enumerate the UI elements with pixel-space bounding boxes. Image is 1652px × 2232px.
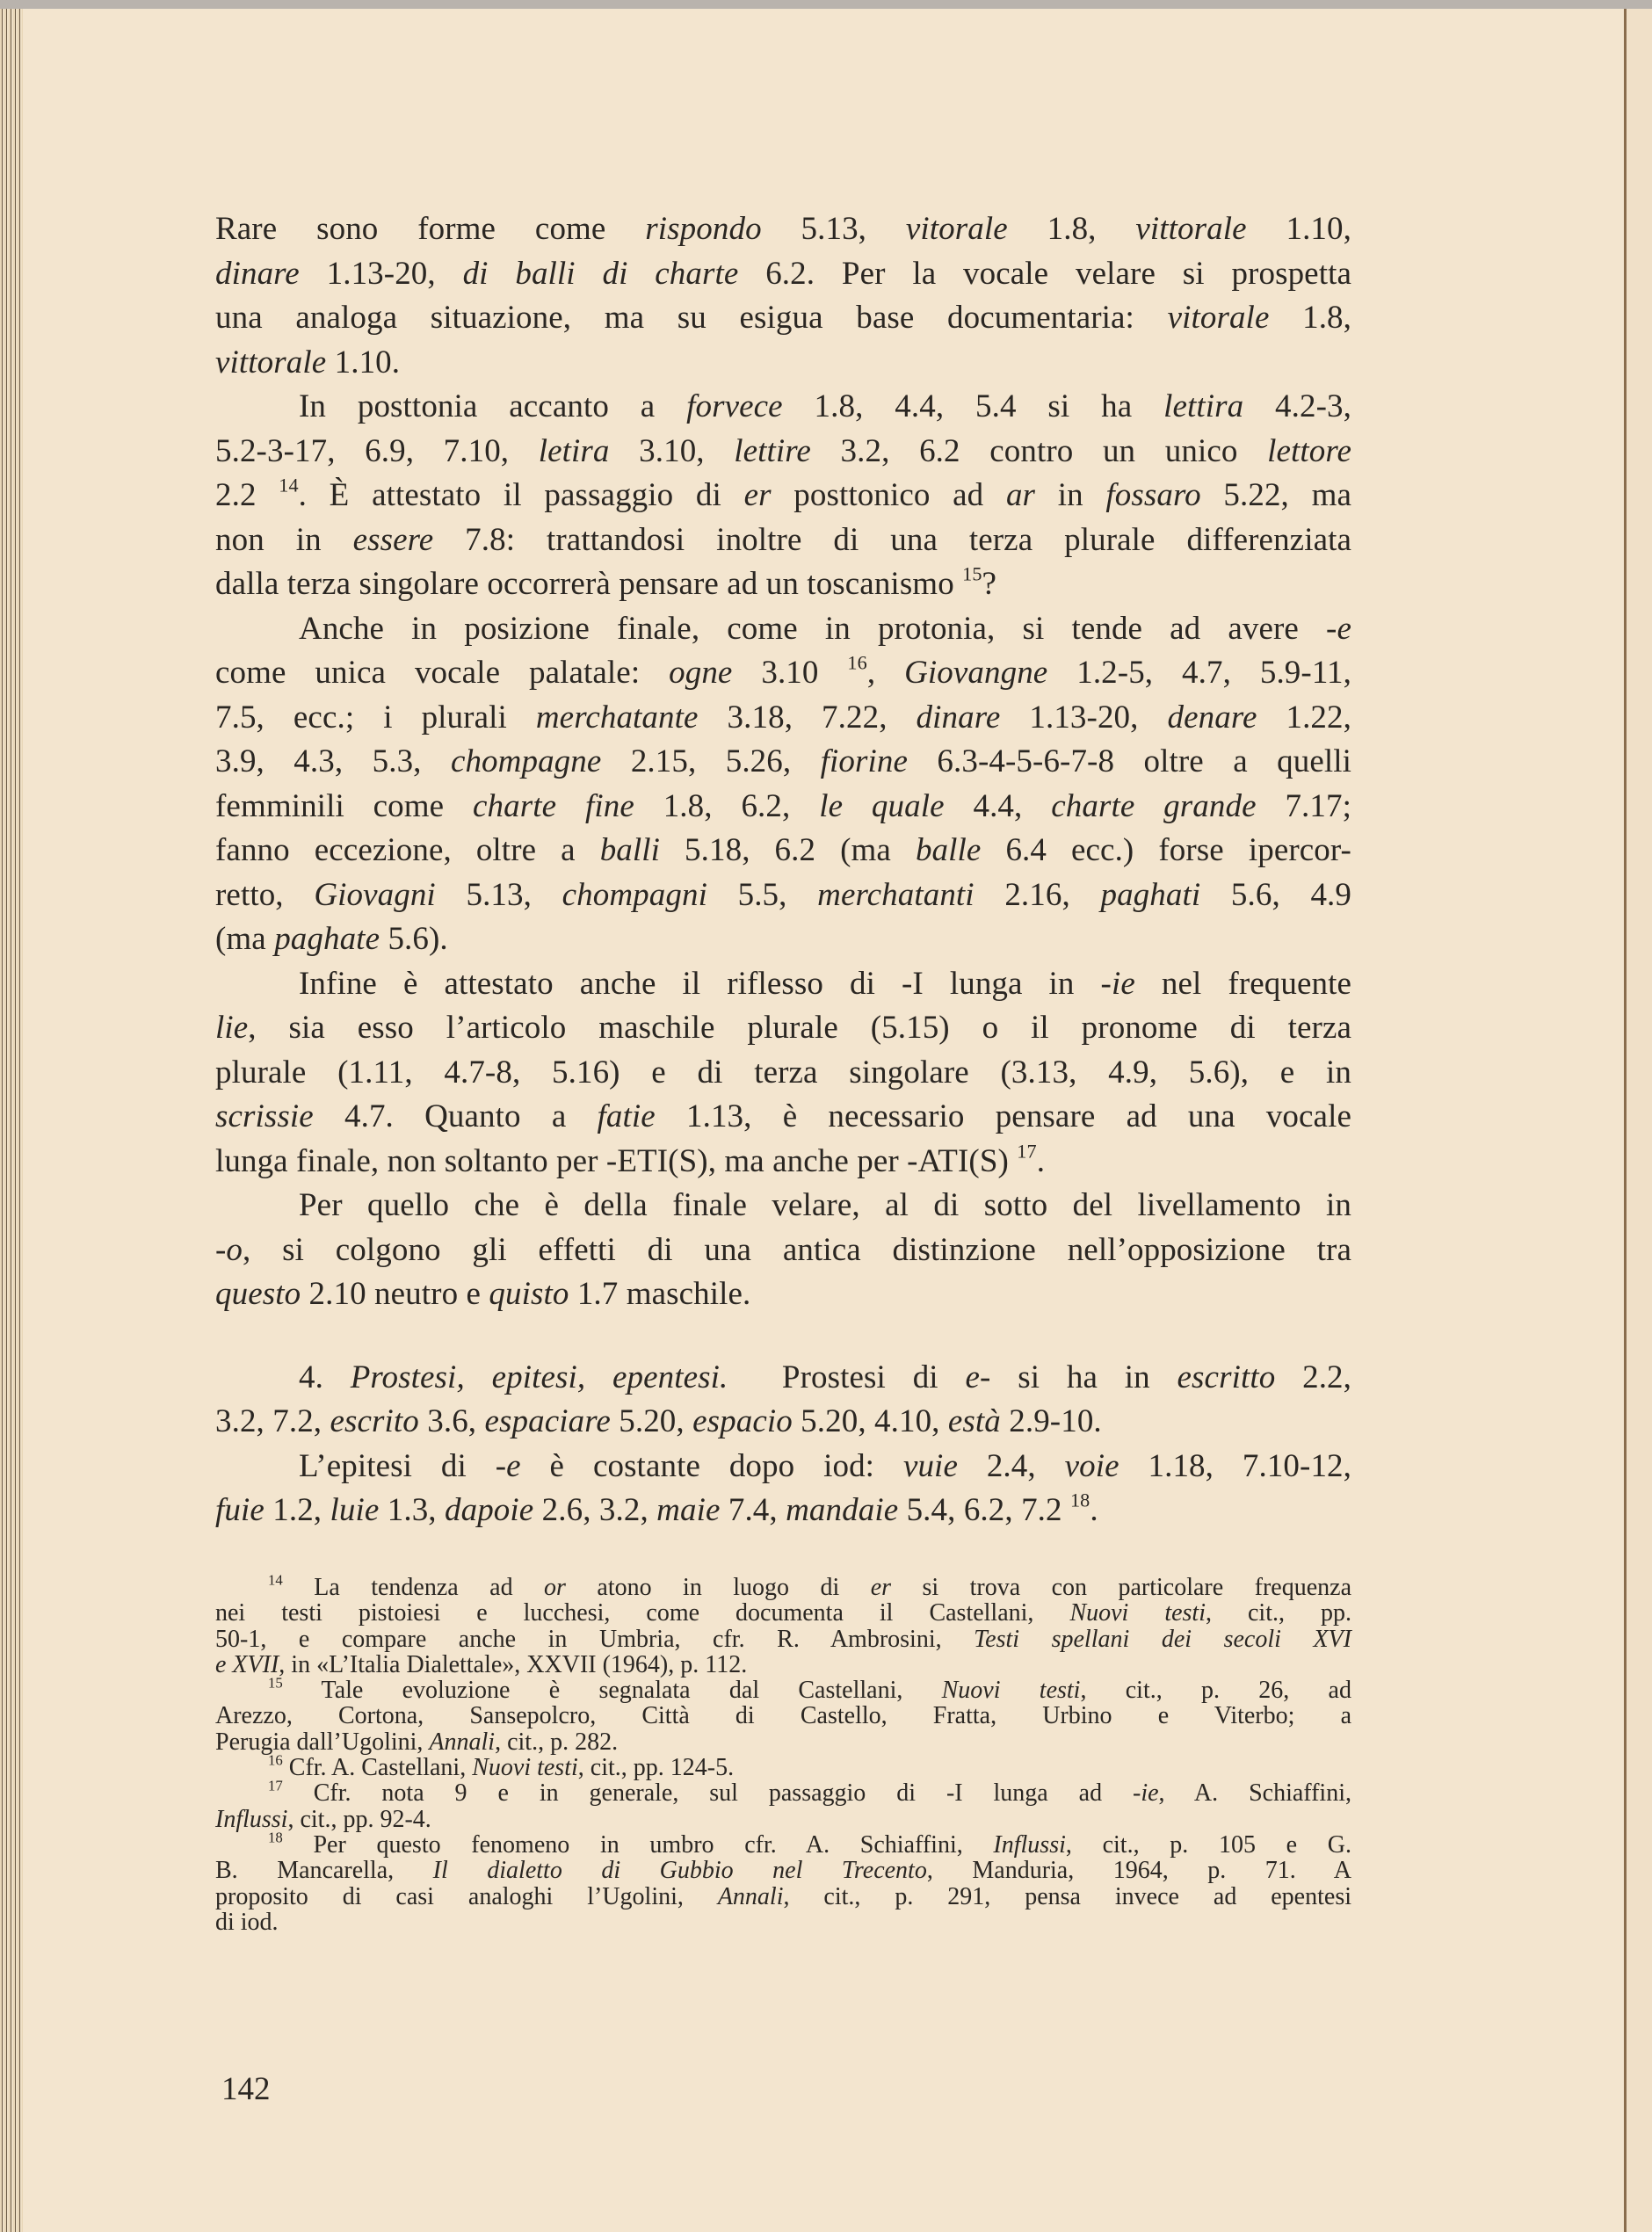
footnote-16 — [215, 1751, 1351, 1782]
footnote-line: $^{18}$ Per questo fenomeno in umbro cfr. A. Schiaffini, Influssi, cit., p. 105 e G. — [268, 1829, 1351, 1859]
text-line: 5.2-3-17, 6.9, 7.10, letira 3.10, lettire 3.2, 6.2 contro un unico lettore — [215, 432, 1351, 469]
text-line: L’epitesi di -e è costante dopo iod: vuie 2.4, voie 1.18, 7.10-12, — [299, 1447, 1351, 1484]
text-line: una analoga situazione, ma su esigua base documentaria: vitorale 1.8, — [215, 300, 1351, 336]
footnotes — [215, 1571, 1351, 1936]
text-line: dinare 1.13-20, di balli di charte 6.2. Per la vocale velare si prospetta — [215, 255, 1351, 292]
text-line: 4. Prostesi, epitesi, epentesi. Prostesi di e- si ha in escritto 2.2, — [299, 1359, 1352, 1395]
text-line: 3.9, 4.3, 5.3, chompagne 2.15, 5.26, fiorine 6.3-4-5-6-7-8 oltre a quelli — [215, 743, 1351, 779]
text-line: retto, Giovagni 5.13, chompagni 5.5, merchatanti 2.16, paghati 5.6, 4.9 — [215, 876, 1351, 913]
page-stack-edges — [0, 9, 23, 2232]
text-line: scrissie 4.7. Quanto a fatie 1.13, è necessario pensare ad una vocale — [215, 1098, 1351, 1134]
text-line: come unica vocale palatale: ogne 3.10 $^{16}$, Giovangne 1.2-5, 4.7, 5.9-11, — [215, 651, 1352, 691]
text-line: dalla terza singolare occorrerà pensare ad un toscanismo $^{15}$? — [215, 562, 997, 602]
footnote-17 — [215, 1777, 1351, 1833]
text-line: 7.5, ecc.; i plurali merchatante 3.18, 7.22, dinare 1.13-20, denare 1.22, — [215, 699, 1351, 736]
footnote-line: proposito di casi analoghi l’Ugolini, Annali, cit., p. 291, pensa invece ad epentesi — [215, 1882, 1351, 1910]
text-line: 2.2 $^{14}$. È attestato il passaggio di er posttonico ad ar in fossaro 5.22, ma — [215, 474, 1351, 513]
footnote-line: 50-1, e compare anche in Umbria, cfr. R. Ambrosini, Testi spellani dei secoli XVI — [215, 1625, 1351, 1653]
footnote-14 — [215, 1571, 1351, 1678]
text-line: 3.2, 7.2, escrito 3.6, espaciare 5.20, espacio 5.20, 4.10, està 2.9-10. — [215, 1403, 1102, 1439]
text-line: Rare sono forme come rispondo 5.13, vitorale 1.8, vittorale 1.10, — [215, 211, 1351, 247]
text-line: fanno eccezione, oltre a balli 5.18, 6.2 (ma balle 6.4 ecc.) forse ipercor- — [215, 832, 1351, 868]
body-text — [215, 207, 1351, 1533]
paragraph — [215, 207, 1351, 385]
paragraph — [215, 962, 1351, 1185]
footnote-line: $^{15}$ Tale evoluzione è segnalata dal Castellani, Nuovi testi, cit., p. 26, ad — [268, 1674, 1351, 1705]
text-line: femminili come charte fine 1.8, 6.2, le quale 4.4, charte grande 7.17; — [215, 787, 1351, 824]
footnote-line: Influssi, cit., pp. 92-4. — [215, 1805, 431, 1833]
text-line: -o, si colgono gli effetti di una antica distinzione nell’opposizione tra — [215, 1231, 1351, 1268]
text-line: Infine è attestato anche il riflesso di -I lunga in -ie nel frequente — [299, 965, 1351, 1002]
footnote-line: $^{17}$ Cfr. nota 9 e in generale, sul passaggio di -I lunga ad -ie, A. Schiaffini, — [268, 1777, 1351, 1808]
footnote-line: Perugia dall’Ugolini, Annali, cit., p. 282. — [215, 1728, 619, 1756]
scan-top-border — [0, 0, 1652, 9]
page-number: 142 — [221, 2071, 271, 2107]
text-line: plurale (1.11, 4.7-8, 5.16) e di terza singolare (3.13, 4.9, 5.6), e in — [215, 1054, 1351, 1091]
footnote-line: e XVII, in «L’Italia Dialettale», XXVII (1964), p. 112. — [215, 1650, 748, 1678]
text-line: lie, sia esso l’articolo maschile plurale (5.15) o il pronome di terza — [215, 1010, 1351, 1046]
paragraph — [215, 607, 1351, 962]
text-line: Per quello che è della finale velare, al di sotto del livellamento in — [299, 1187, 1351, 1223]
footnote-line: B. Mancarella, Il dialetto di Gubbio nel Trecento, Manduria, 1964, p. 71. A — [215, 1857, 1351, 1885]
footnote-line: nei testi pistoiesi e lucchesi, come documenta il Castellani, Nuovi testi, cit., pp. — [215, 1599, 1351, 1627]
text-line: non in essere 7.8: trattandosi inoltre di una terza plurale differenziata — [215, 521, 1351, 558]
section-gap — [215, 1317, 1351, 1356]
next-page-edge — [1627, 9, 1652, 2232]
paragraph — [215, 1184, 1351, 1317]
text-line: fuie 1.2, luie 1.3, dapoie 2.6, 3.2, maie 7.4, mandaie 5.4, 6.2, 7.2 $^{18}$. — [215, 1489, 1098, 1528]
text-line: vittorale 1.10. — [215, 344, 401, 380]
text-line: In posttonia accanto a forvece 1.8, 4.4, 5.4 si ha lettira 4.2-3, — [299, 388, 1351, 424]
text-line: Anche in posizione finale, come in protonia, si tende ad avere -e — [299, 610, 1351, 647]
paragraph — [215, 385, 1351, 607]
section-paragraph — [215, 1356, 1351, 1445]
footnote-line: $^{16}$ Cfr. A. Castellani, Nuovi testi, cit., pp. 124-5. — [268, 1751, 735, 1782]
footnote-18 — [215, 1829, 1351, 1936]
text-line: lunga finale, non soltanto per -ETI(S), ma anche per -ATI(S) $^{17}$. — [215, 1139, 1046, 1179]
footnote-15 — [215, 1674, 1351, 1756]
footnote-line: di iod. — [215, 1908, 279, 1936]
footnote-line: $^{14}$ La tendenza ad or atono in luogo di er si trova con particolare frequenza — [268, 1571, 1351, 1601]
footnote-line: Arezzo, Cortona, Sansepolcro, Città di Castello, Fratta, Urbino e Viterbo; a — [215, 1702, 1351, 1730]
text-line: (ma paghate 5.6). — [215, 921, 448, 957]
text-line: questo 2.10 neutro e quisto 1.7 maschile. — [215, 1276, 751, 1312]
paragraph — [215, 1445, 1351, 1533]
